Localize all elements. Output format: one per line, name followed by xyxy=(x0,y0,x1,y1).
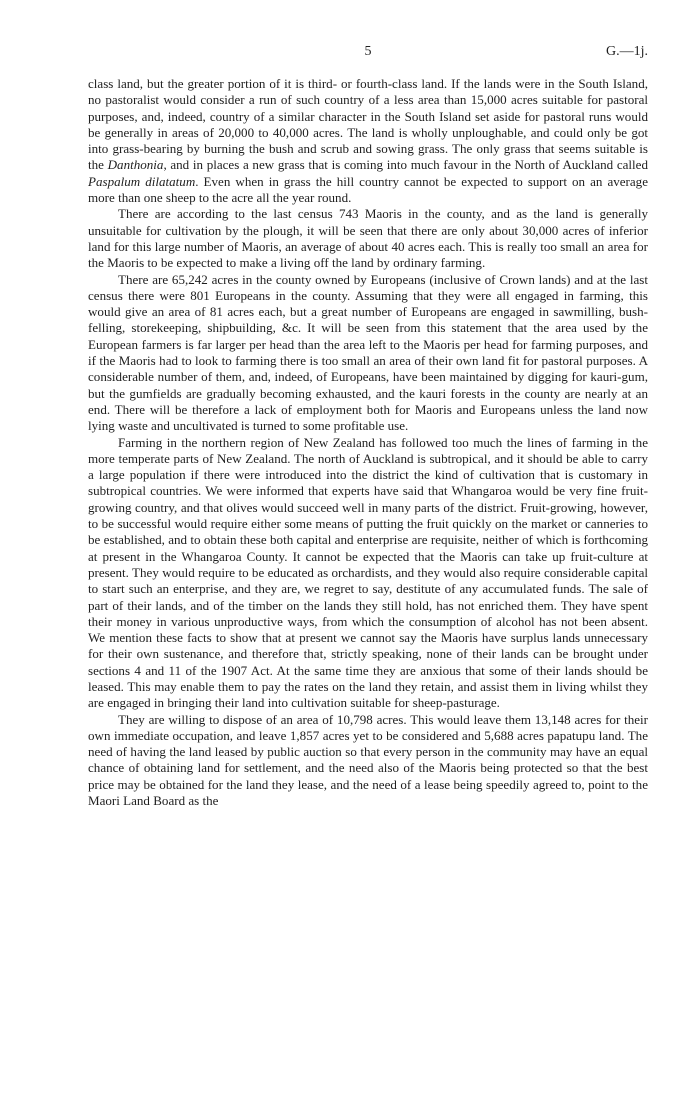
paragraph-text: . Even when in grass the hill country cannot be expected to support on an average more than one sheep to the acre all the year round. xyxy=(88,173,649,206)
italic-term: Danthonia xyxy=(107,157,164,173)
body-text xyxy=(88,76,648,809)
series-code: G.—1j. xyxy=(606,44,648,59)
paragraph-text: class land, but the greater portion of it is third- or fourth-class land. If the lands were in the South Island, no pastoralist would consider a run of such country of a less area than 15,000 acres suitable for pastoral purposes, and, indeed, country of a similar character in the South Island set aside for pastoral runs would be generally in areas of 20,000 to 40,000 acres. The land is wholly unploughable, and could only be got into grass-bearing by burning the bush and scrub and sowing grass. The only grass that seems suitable is the xyxy=(88,76,648,173)
paragraph xyxy=(88,435,648,712)
paragraph-text: There are according to the last census 743 Maoris in the county, and as the land is generally unsuitable for cultivation by the plough, it will be seen that there are only about 30,000 acres of inferior land for this large number of Maoris, an average of about 40 acres each. This is really too small an area for the Maoris to be expected to make a living off the land by ordinary farming. xyxy=(88,206,648,271)
page-header xyxy=(88,44,648,66)
italic-term: Paspalum dilatatum xyxy=(88,173,196,189)
paragraph xyxy=(88,272,648,435)
page-number: 5 xyxy=(364,44,372,59)
paragraph xyxy=(88,206,648,271)
paragraph-text: There are 65,242 acres in the county owned by Europeans (inclusive of Crown lands) and at the last census there were 801 Europeans in the county. Assuming that they were all engaged in farming, this would give an area of 81 acres each, but a great number of Europeans are engaged in sawmilling, bush-felling, storekeeping, shipbuilding, &c. It will be seen from this statement that the area used by the European farmers is far larger per head than the area left to the Maoris per head for farming purposes, and if the Maoris had to look to farming there is too small an area of their own land fit for pastoral purposes. A considerable number of them, and, indeed, of Europeans, have been maintained by digging for kauri-gum, but the gumfields are gradually becoming exhausted, and the kauri forests in the county are nearly at an end. There will be therefore a lack of employment both for Maoris and Europeans unless the land now lying waste and uncultivated is turned to some profitable use. xyxy=(88,271,648,434)
paragraph xyxy=(88,712,648,810)
paragraph xyxy=(88,76,648,206)
paragraph-text: Farming in the northern region of New Zealand has followed too much the lines of farming in the more temperate parts of New Zealand. The north of Auckland is subtropical, and it should be able to carry a large population if there were introduced into the district the kind of cultivation that is customary in subtropical countries. We were informed that experts have said that Whangaroa would be very fine fruit-growing country, and that olives would succeed well in many parts of the district. Fruit-growing, however, to be successful would require either some means of putting the fruit quickly on the market or canneries to be established, and to obtain these both capital and enterprise are requisite, neither of which is forthcoming at present in the Whangaroa County. It cannot be expected that the Maoris can take up fruit-culture at present. They would require to be educated as orchardists, and they would also require considerable capital to start such an enterprise, and they are, we regret to say, destitute of any accumulated funds. The sale of part of their lands, and of the timber on the lands they still hold, has not enriched them. They have spent their money in various unproductive ways, from which the consumption of alcohol has not been absent. We mention these facts to show that at present we cannot say the Maoris have surplus lands unnecessary for their own sustenance, and therefore that, strictly speaking, none of their lands can be brought under sections 4 and 11 of the 1907 Act. At the same time they are anxious that some of their lands should be leased. This may enable them to pay the rates on the land they retain, and assist them in living whilst they are engaged in bringing their land into cultivation suitable for sheep-pasturage. xyxy=(88,434,648,711)
paragraph-text: They are willing to dispose of an area of 10,798 acres. This would leave them 13,148 acres for their own immediate occupation, and leave 1,857 acres yet to be considered and 5,688 acres papatupu land. The need of having the land leased by public auction so that every person in the community may have an equal chance of obtaining land for settlement, and the need also of the Maoris being protected so that the best price may be obtained for the land they lease, and the need of a lease being speedily agreed to, point to the Maori Land Board as the xyxy=(88,711,648,809)
paragraph-text: , and in places a new grass that is coming into much favour in the North of Auckland called xyxy=(163,157,648,173)
